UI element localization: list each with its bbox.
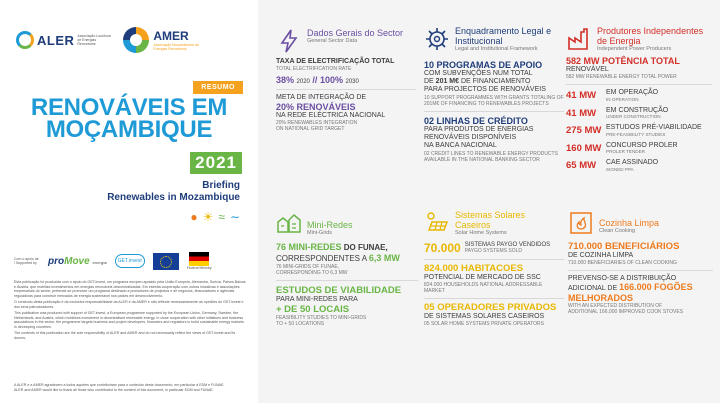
elec-2030-value: 100%	[319, 75, 343, 85]
cover-panel	[0, 0, 258, 403]
programmes-line: PARA PROJECTOS DE RENOVÁVEIS	[424, 86, 546, 93]
divider	[424, 298, 564, 299]
programmes-title: 10 PROGRAMAS DE APOIO	[424, 60, 543, 70]
ipp-total-line: RENOVÁVEL	[566, 66, 609, 73]
year-badge: 2021	[190, 152, 242, 174]
feasibility-title: ESTUDOS DE VIABILIDADE	[276, 285, 402, 296]
elec-sep: //	[312, 75, 318, 85]
aler-subtitle: Associação Lusófona de Energias Renováveis	[77, 34, 111, 46]
market-en: 824.000 HOUSEHOLDS NATIONAL ADDRESSABLE MARKET	[424, 282, 543, 294]
paygo-en: PAYGO SYSTEMS SOLD	[464, 248, 523, 254]
credit-line: RENOVÁVEIS DISPONÍVEIS	[424, 134, 517, 141]
promove-logo: proMove energia	[48, 255, 107, 267]
elec-2020-year: 2020	[296, 79, 310, 85]
elec-2030-year: 2030	[345, 79, 359, 85]
stoves-en: WITH AN EXPECTED DISTRIBUTION OF	[568, 303, 663, 309]
operators-title: 05 OPERADORES PRIVADOS	[424, 302, 557, 313]
divider	[424, 259, 564, 260]
operators-en: 05 SOLAR HOME SYSTEMS PRIVATE OPERATORS	[424, 321, 544, 327]
section-title: Caseiros	[455, 220, 491, 230]
amer-wordmark: AMER	[153, 29, 189, 43]
stoves-line: MELHORADOS	[568, 293, 633, 303]
electrification-block	[276, 58, 416, 85]
divider	[568, 270, 713, 271]
feasibility-english: TO + 50 LOCATIONS	[276, 321, 325, 327]
cover-title	[0, 94, 258, 143]
operators-block	[424, 303, 564, 327]
operators-pt: DE SISTEMAS SOLARES CASEIROS	[424, 313, 545, 320]
programmes-english: 10 SUPPORT PROGRAMMES WITH GRANTS TOTALING OF 201M€ OF FINANCING TO RENEWABLES PROJECTS	[424, 95, 564, 107]
ipp-section	[566, 26, 712, 173]
solar-section	[424, 210, 564, 327]
section-title: Enquadramento Legal e Institucional	[455, 26, 552, 46]
stove-icon	[568, 210, 594, 236]
goal-pre: META DE INTEGRAÇÃO DE	[276, 94, 367, 101]
general-sector-section	[276, 28, 416, 132]
programmes-line: DE 201 M€ DE FINANCIAMENTO	[424, 78, 531, 85]
ipp-row: 41 MW EM CONSTRUÇÃO UNDER CONSTRUCTION	[566, 106, 669, 119]
amer-logo	[123, 27, 205, 53]
ipp-row: 65 MW CAE ASSINADO SIGNED PPA	[566, 159, 659, 172]
divider	[424, 111, 564, 112]
mini-power: 6,3 MW	[368, 253, 400, 263]
ipp-row: 275 MW ESTUDOS PRÉ-VIABILIDADE PRE-FEASIBILITY STUDIES	[566, 124, 702, 137]
divider	[276, 280, 418, 281]
amer-sun-icon	[123, 27, 149, 53]
supported-by-label: Com o apoio de / Supported by	[14, 257, 39, 265]
disclaimer-paragraph: The contents of this publication are the sole responsibility of ALER and AMER and do not necessarily reflect the views of GET.invest and its donors.	[14, 331, 236, 340]
ipp-row: 41 MW EM OPERAÇÃO IN OPERATION	[566, 89, 659, 102]
village-grid-icon	[276, 210, 302, 236]
elec-subtitle: TOTAL ELECTRIFICATION RATE	[276, 66, 352, 72]
sun-icon: ☀	[202, 210, 214, 224]
stoves-count: 166.000 FOGÕES	[619, 282, 693, 292]
market-block	[424, 264, 564, 294]
section-title: Produtores Independentes de Energia	[597, 26, 704, 46]
mini-english: CORRESPONDING TO 6,3 MW	[276, 270, 348, 276]
water-icon: ∼	[229, 210, 240, 224]
briefing-line2: Renewables in Mozambique	[107, 192, 240, 203]
beneficiaries-title: 710.000 BENEFICIÁRIOS	[568, 241, 680, 252]
disclaimer-paragraph: Esta publicação foi produzida com o apoio do GET.invest, um programa europeu apoiado pela União Europeia, Alemanha, Suécia, Países Baixos e Áustria, que mobiliza investimentos em energias renováveis descentralizadas. Em estreita cooperação com outras iniciativas e associações empresariais do sector, pretende-se promover um programa destinado a promotores de projectos e de negócios, financiadores e agências reguladoras para construir mercados de energia sustentável nos países em desenvolvimento.	[14, 280, 246, 298]
section-title: Mini-Redes	[307, 220, 353, 230]
credit-lines-block	[424, 116, 564, 163]
disclaimer-paragraph: This publication was produced with support of GET.invest, a European programme supported by the European Union, Germany, Sweden, the Netherlands, and Austria, which mobilises investment in decentralised renewable energy. In close cooperation with other initiatives and business associations in the sector, the programme targets business and project developers, financiers and regulators to build sustainable energy markets in developing countries.	[14, 311, 244, 329]
disclaimer-text	[14, 280, 246, 342]
section-subtitle: Clean Cooking	[599, 228, 636, 234]
elec-title: TAXA DE ELECTRIFICAÇÃO TOTAL	[276, 58, 395, 65]
stoves-en: ADDITIONAL 166,000 IMPROVED COOK STOVES	[568, 309, 684, 315]
paygo-count: 70.000	[424, 241, 461, 255]
wind-icon: ≈	[218, 210, 225, 224]
divider	[276, 89, 416, 90]
mini-count: 76 MINI-REDES	[276, 242, 342, 252]
thanks-paragraph: ALER and AMER would like to thank all those who contributed to the content of this document, in particular EDM and FUNAE.	[14, 387, 214, 392]
elec-values	[276, 75, 416, 85]
divider	[566, 84, 712, 85]
thanks-paragraph: A ALER e a AMER agradecem a todos aqueles que contribuíram para o conteúdo deste documento, em particular à EDM e FUNAE.	[14, 383, 225, 387]
mini-grids-block: 76 MINI-REDES DO FUNAE, CORRESPONDENTES A 6,3 MW 76 MINI-GRIDS OF FUNAE, CORRESPONDING TO 6,3 MW	[276, 242, 418, 276]
logo-row	[16, 27, 205, 53]
feasibility-line: PARA MINI-REDES PARA	[276, 296, 358, 303]
beneficiaries-pt: DE COZINHA LIMPA	[568, 252, 634, 259]
renewables-goal-block	[276, 94, 416, 132]
eu-flag-icon	[153, 253, 179, 270]
elec-2020-value: 38%	[276, 75, 295, 85]
thanks-text	[14, 383, 246, 392]
beneficiaries-en: 710.000 BENEFICIARIES OF CLEAN COOKING	[568, 260, 677, 266]
market-title: 824.000 HABITACOES	[424, 263, 524, 274]
mini-grids-section	[276, 210, 418, 327]
briefing-line1: Briefing	[202, 180, 240, 191]
aler-logo	[16, 31, 113, 49]
goal-post: NA REDE ELÉCTRICA NACIONAL	[276, 112, 386, 119]
getinvest-logo: GET.invest	[115, 254, 145, 268]
section-subtitle: General Sector Data	[307, 38, 358, 44]
partners-row	[14, 252, 212, 270]
aler-logo-icon	[16, 31, 34, 49]
disclaimer-paragraph: O conteúdo desta publicação é da exclusiva responsabilidade da ALER e da AMER e não reflecte necessariamente as opiniões do GET.invest e dos seus patrocinadores.	[14, 300, 244, 309]
clean-cooking-section	[568, 210, 713, 315]
section-subtitle: Mini-Grids	[307, 230, 333, 236]
lightning-icon	[276, 28, 302, 54]
cover-title-line1: RENOVÁVEIS EM	[30, 94, 228, 121]
goal-value: 20% RENOVÁVEIS	[276, 102, 356, 112]
ipp-total-english: 582 MW RENEWABLE ENERGY TOTAL POWER	[566, 74, 677, 80]
credit-line: NA BANCA NACIONAL	[424, 142, 497, 149]
cover-title-line2: MOÇAMBIQUE	[45, 116, 213, 143]
amer-subtitle: Associação Moçambicana de Energias Renováveis	[153, 43, 199, 51]
section-subtitle: Independent Power Producers	[597, 46, 672, 52]
ipp-total-block	[566, 56, 712, 80]
feasibility-locations: + DE 50 LOCAIS	[276, 304, 350, 315]
goal-sub2: ON NATIONAL GRID TARGET	[276, 126, 345, 132]
flame-icon: ●	[190, 210, 198, 224]
solar-panel-icon	[424, 210, 450, 236]
energy-icons-row	[190, 210, 240, 224]
feasibility-english: FEASIBILITY STUDIES TO MINI-GRIDS	[276, 315, 367, 321]
ipp-row: 160 MW CONCURSO PROLER PROLER TENDER	[566, 141, 678, 154]
credit-title: 02 LINHAS DE CRÉDITO	[424, 116, 528, 126]
section-subtitle: Solar Home Systems	[455, 230, 507, 236]
mini-english: 76 MINI-GRIDS OF FUNAE,	[276, 264, 340, 270]
german-ministry-label: Federal Ministry	[186, 266, 212, 270]
section-title: Dados Gerais do Sector	[307, 28, 404, 38]
briefing-subtitle	[107, 180, 240, 204]
programmes-line: COM SUBVENÇÕES NUM TOTAL	[424, 70, 533, 77]
market-pt: POTENCIAL DE MERCADO DE SSC	[424, 274, 541, 281]
stoves-block: PREVENSO-SE A DISTRIBUIÇÃO ADICIONAL DE 166.000 FOGÕES MELHORADOS WITH AN EXPECTED DISTRIBUTION OF ADDITIONAL 166,000 IMPROVED COOK STOVES	[568, 275, 713, 315]
legal-section	[424, 26, 564, 163]
credit-line: PARA PRODUTOS DE ENERGIAS	[424, 126, 534, 133]
gear-icon	[424, 26, 450, 52]
stoves-line: PREVENSO-SE A DISTRIBUIÇÃO	[568, 275, 677, 282]
section-title: Sistemas Solares	[455, 210, 526, 220]
section-subtitle: Legal and Institutional Framework	[455, 46, 538, 52]
credit-english: 02 CREDIT LINES TO RENEWABLE ENERGY PRODUCTS AVAILABLE IN THE NATIONAL BANKING SECTOR	[424, 151, 558, 163]
feasibility-block	[276, 285, 418, 327]
support-programmes-block	[424, 60, 564, 107]
germany-flag-icon	[189, 252, 209, 266]
paygo-pt: SISTEMAS PAYGO VENDIDOS	[464, 242, 551, 248]
paygo-block	[424, 241, 564, 255]
summary-badge: RESUMO	[193, 81, 243, 94]
factory-icon	[566, 26, 592, 52]
section-title: Cozinha Limpa	[599, 218, 660, 228]
aler-wordmark: ALER	[37, 32, 75, 48]
beneficiaries-block	[568, 242, 713, 266]
goal-sub1: 20% RENEWABLES INTEGRATION	[276, 120, 358, 126]
ipp-total: 582 MW POTÊNCIA TOTAL	[566, 56, 680, 66]
